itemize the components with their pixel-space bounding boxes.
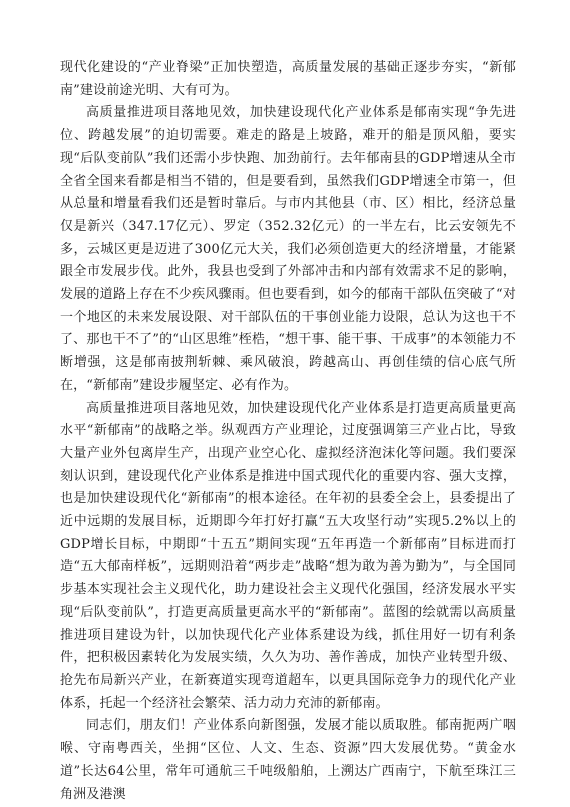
- paragraph: 同志们，朋友们！产业体系向新图强，发展才能以质取胜。郁南扼两广咽喉、守南粤西关，坐拥“区位、人文、生态、资源”四大发展优势。“黄金水道”长达64公里，常年可通航三千吨级船舶，上溯达广西南宁，下航至珠江三角洲及港澳: [60, 718, 516, 802]
- paragraph-continuation: 现代化建设的“产业脊梁”正加快塑造，高质量发展的基础正逐步夯实，“新郁南”建设前途光明、大有可为。: [60, 60, 516, 98]
- document-body: [60, 57, 516, 806]
- paragraph: 高质量推进项目落地见效，加快建设现代化产业体系是打造更高质量更高水平“新郁南”的战略之举。纵观西方产业理论，过度强调第三产业占比，导致大量产业外包离岸生产，出现产业空心化、虚拟经济泡沫化等问题。我们要深刻认识到，建设现代化产业体系是推进中国式现代化的重要内容、强大支撑，也是加快建设现代化“新郁南”的根本途径。在年初的县委全会上，县委提出了近中远期的发展目标，近期即今年打好打赢“五大攻坚行动”实现5.2%以上的GDP增长目标，中期即“十五五”期间实现“五年再造一个新郁南”目标进而打造“五大郁南样板”，远期则沿着“两步走”战略“想为敢为善为勤为”，与全国同步基本实现社会主义现代化，助力建设社会主义现代化强国，经济发展水平实现“后队变前队”，打造更高质量更高水平的“新郁南”。蓝图的绘就需以高质量推进项目建设为针，以加快现代化产业体系建设为线，抓住用好一切有利条件，把积极因素转化为发展实绩，久久为功、善作善成，加快产业转型升级、抢先布局新兴产业，在新赛道实现弯道超车，以更具国际竞争力的现代化产业体系，托起一个经济社会繁荣、活力动力充沛的新郁南。: [60, 400, 516, 711]
- paragraph: 高质量推进项目落地见效，加快建设现代化产业体系是郁南实现“争先进位、跨越发展”的迫切需要。难走的路是上坡路，难开的船是顶风船，要实现“后队变前队”我们还需小步快跑、加劲前行。去年郁南县的GDP增速从全市全省全国来看都是相当不错的，但是要看到，虽然我们GDP增速全市第一，但从总量和增量看我们还是暂时靠后。与市内其他县（市、区）相比，经济总量仅是新兴（347.17亿元）、罗定（352.32亿元）的一半左右，比云安领先不多，云城区更是迈进了300亿元大关，我们必须创造更大的经济增量，才能紧跟全市发展步伐。此外，我县也受到了外部冲击和内部有效需求不足的影响，发展的道路上存在不少疾风骤雨。但也要看到，如今的郁南干部队伍突破了“对一个地区的未来发展设限、对干部队伍的干事创业能力设限，总认为这也干不了、那也干不了”的“山区思维”桎梏，“想干事、能干事、干成事”的本领能力不断增强，这是郁南披荆斩棘、乘风破浪，跨越高山、再创佳绩的信心底气所在，“新郁南”建设步履坚定、必有作为。: [60, 105, 516, 393]
